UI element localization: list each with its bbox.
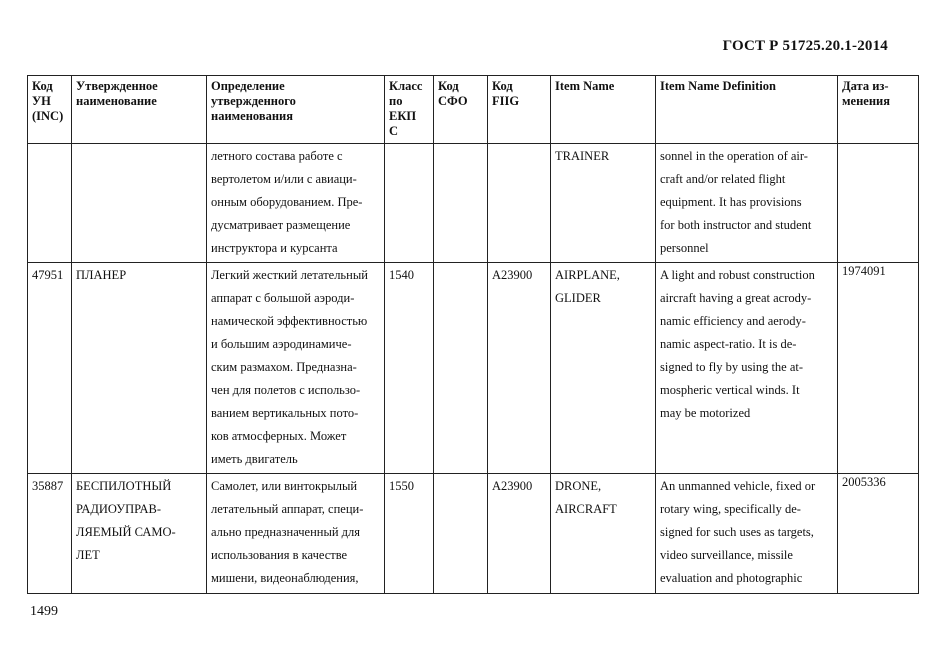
cell-class [385, 144, 434, 263]
header-change-date: Дата из- менения [838, 76, 919, 144]
cell-approved-name: ПЛАНЕР [72, 263, 207, 474]
page-number: 1499 [30, 604, 58, 619]
table-header-row [28, 76, 919, 144]
header-code: Код УН (INC) [28, 76, 72, 144]
cell-sfo-code [434, 263, 488, 474]
header-definition: Определение утвержденного наименования [207, 76, 385, 144]
cell-approved-name [72, 144, 207, 263]
header-approved-name: Утвержденное наименование [72, 76, 207, 144]
table-row [28, 474, 919, 594]
cell-code: 35887 [28, 474, 72, 594]
table-row [28, 263, 919, 474]
catalog-table [27, 75, 919, 594]
cell-item-name-definition: sonnel in the operation of air- craft and/or related flight equipment. It has provisions for both instructor and student personnel [656, 144, 838, 263]
cell-definition: летного состава работе с вертолетом и/или с авиаци- онным оборудованием. Пре- дусматривает размещение инструктора и курсанта [207, 144, 385, 263]
cell-change-date [838, 144, 919, 263]
cell-change-date: 2005336 [838, 474, 919, 594]
cell-definition: Самолет, или винтокрылый летательный аппарат, специ- ально предназначенный для использования в качестве мишени, видеонаблюдения, [207, 474, 385, 594]
cell-fiig-code: A23900 [488, 263, 551, 474]
cell-change-date: 1974091 [838, 263, 919, 474]
cell-item-name-definition: A light and robust construction aircraft having a great acrody- namic efficiency and aerody- namic aspect-ratio. It is de- signed to fly by using the at- mospheric vertical winds. It may be motorized [656, 263, 838, 474]
header-item-name-definition: Item Name Definition [656, 76, 838, 144]
cell-code: 47951 [28, 263, 72, 474]
cell-definition: Легкий жесткий летательный аппарат с большой аэроди- намической эффективностью и большим аэродинамиче- ским размахом. Предназна- чен для полетов с использо- ванием вертикальных пото- ков атмосферных. Может иметь двигатель [207, 263, 385, 474]
cell-class: 1540 [385, 263, 434, 474]
header-sfo-code: Код СФО [434, 76, 488, 144]
header-item-name: Item Name [551, 76, 656, 144]
cell-item-name: DRONE, AIRCRAFT [551, 474, 656, 594]
cell-fiig-code: A23900 [488, 474, 551, 594]
cell-item-name-definition: An unmanned vehicle, fixed or rotary wing, specifically de- signed for such uses as targets, video surveillance, missile evaluation and photographic [656, 474, 838, 594]
header-class: Класс по ЕКП С [385, 76, 434, 144]
cell-approved-name: БЕСПИЛОТНЫЙ РАДИОУПРАВ- ЛЯЕМЫЙ САМО- ЛЕТ [72, 474, 207, 594]
table-row [28, 144, 919, 263]
cell-item-name: TRAINER [551, 144, 656, 263]
header-fiig-code: Код FIIG [488, 76, 551, 144]
cell-sfo-code [434, 474, 488, 594]
cell-class: 1550 [385, 474, 434, 594]
cell-fiig-code [488, 144, 551, 263]
cell-sfo-code [434, 144, 488, 263]
cell-code [28, 144, 72, 263]
cell-item-name: AIRPLANE, GLIDER [551, 263, 656, 474]
document-standard-code: ГОСТ Р 51725.20.1-2014 [722, 38, 888, 54]
